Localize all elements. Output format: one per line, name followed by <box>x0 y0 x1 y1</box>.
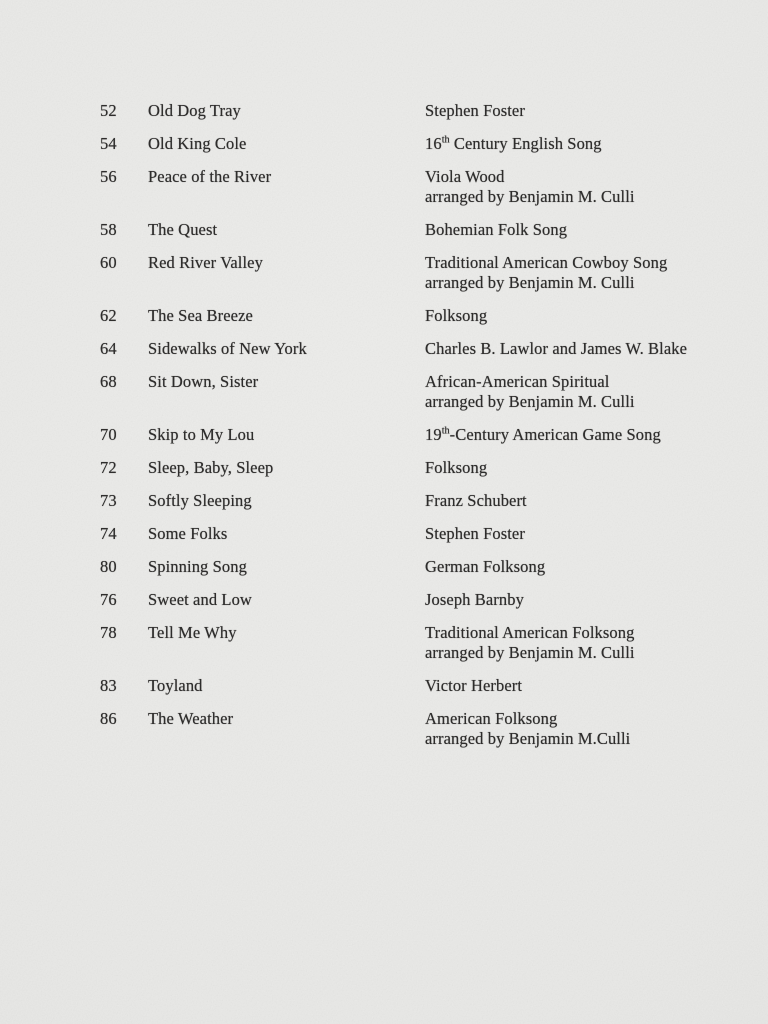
entry-composer <box>425 524 728 544</box>
entry-page-number: 86 <box>100 709 117 728</box>
toc-entry <box>100 425 728 445</box>
composer-credit-line: Folksong <box>425 306 488 325</box>
toc-entry <box>100 167 728 207</box>
entry-song-title: The Weather <box>148 709 234 728</box>
composer-credit-line: arranged by Benjamin M. Culli <box>425 273 635 292</box>
entry-song-title: Toyland <box>148 676 203 695</box>
entry-song-title: The Quest <box>148 220 218 239</box>
entry-composer <box>425 167 728 207</box>
toc-entry <box>100 590 728 610</box>
composer-credit-line: arranged by Benjamin M.Culli <box>425 729 631 748</box>
entry-song-title: The Sea Breeze <box>148 306 253 325</box>
entry-page-number: 56 <box>100 167 117 186</box>
entry-page-number: 74 <box>100 524 117 543</box>
entry-page-number: 54 <box>100 134 117 153</box>
entry-composer <box>425 623 728 663</box>
toc-entry <box>100 253 728 293</box>
entry-page-number: 68 <box>100 372 117 391</box>
entry-composer <box>425 253 728 293</box>
entry-composer <box>425 101 728 121</box>
composer-credit-line: American Folksong <box>425 709 558 728</box>
entry-composer <box>425 425 728 445</box>
entry-song-title: Red River Valley <box>148 253 263 272</box>
toc-entry <box>100 458 728 478</box>
entry-page-number: 73 <box>100 491 117 510</box>
ordinal-superscript: th <box>441 134 450 146</box>
toc-entry <box>100 524 728 544</box>
entry-page-number: 64 <box>100 339 117 358</box>
toc-entry <box>100 491 728 511</box>
entry-song-title: Skip to My Lou <box>148 425 255 444</box>
entry-composer <box>425 306 728 326</box>
toc-entry <box>100 623 728 663</box>
entry-composer <box>425 491 728 511</box>
entry-song-title: Tell Me Why <box>148 623 237 642</box>
entry-song-title: Some Folks <box>148 524 228 543</box>
composer-credit-line: Victor Herbert <box>425 676 523 695</box>
entry-page-number: 76 <box>100 590 117 609</box>
toc-entry <box>100 306 728 326</box>
entry-page-number: 70 <box>100 425 117 444</box>
entry-composer <box>425 590 728 610</box>
composer-credit-line: Traditional American Cowboy Song <box>425 253 668 272</box>
entry-composer <box>425 458 728 478</box>
composer-credit-line: Viola Wood <box>425 167 505 186</box>
entry-song-title: Sleep, Baby, Sleep <box>148 458 274 477</box>
composer-credit-line: Folksong <box>425 458 488 477</box>
composer-credit-line: 19th-Century American Game Song <box>425 425 661 444</box>
toc-entry <box>100 134 728 154</box>
entry-composer <box>425 557 728 577</box>
composer-credit-line: Franz Schubert <box>425 491 527 510</box>
toc-entry <box>100 557 728 577</box>
entry-song-title: Softly Sleeping <box>148 491 252 510</box>
composer-credit-line: arranged by Benjamin M. Culli <box>425 187 635 206</box>
composer-credit-line: German Folksong <box>425 557 546 576</box>
composer-credit-line: African-American Spiritual <box>425 372 610 391</box>
toc-list <box>0 101 768 762</box>
entry-song-title: Old Dog Tray <box>148 101 241 120</box>
composer-credit-line: Charles B. Lawlor and James W. Blake <box>425 339 688 358</box>
composer-credit-line: arranged by Benjamin M. Culli <box>425 392 635 411</box>
toc-entry <box>100 339 728 359</box>
composer-credit-line: Traditional American Folksong <box>425 623 635 642</box>
entry-composer <box>425 339 728 359</box>
entry-song-title: Sidewalks of New York <box>148 339 307 358</box>
entry-composer <box>425 676 728 696</box>
entry-page-number: 58 <box>100 220 117 239</box>
entry-song-title: Spinning Song <box>148 557 247 576</box>
entry-song-title: Peace of the River <box>148 167 272 186</box>
entry-composer <box>425 709 728 749</box>
composer-credit-line: 16th Century English Song <box>425 134 602 153</box>
toc-entry <box>100 709 728 749</box>
composer-credit-line: Stephen Foster <box>425 524 525 543</box>
entry-composer <box>425 220 728 240</box>
entry-page-number: 52 <box>100 101 117 120</box>
ordinal-superscript: th <box>441 425 450 437</box>
toc-entry <box>100 101 728 121</box>
toc-entry <box>100 220 728 240</box>
entry-song-title: Sit Down, Sister <box>148 372 259 391</box>
entry-page-number: 80 <box>100 557 117 576</box>
composer-credit-line: Stephen Foster <box>425 101 525 120</box>
entry-page-number: 83 <box>100 676 117 695</box>
entry-composer <box>425 372 728 412</box>
entry-page-number: 62 <box>100 306 117 325</box>
toc-entry <box>100 372 728 412</box>
toc-entry <box>100 676 728 696</box>
entry-page-number: 72 <box>100 458 117 477</box>
entry-song-title: Old King Cole <box>148 134 247 153</box>
entry-composer <box>425 134 728 154</box>
composer-credit-line: Joseph Barnby <box>425 590 524 609</box>
composer-credit-line: Bohemian Folk Song <box>425 220 568 239</box>
composer-credit-line: arranged by Benjamin M. Culli <box>425 643 635 662</box>
entry-page-number: 78 <box>100 623 117 642</box>
entry-song-title: Sweet and Low <box>148 590 252 609</box>
entry-page-number: 60 <box>100 253 117 272</box>
